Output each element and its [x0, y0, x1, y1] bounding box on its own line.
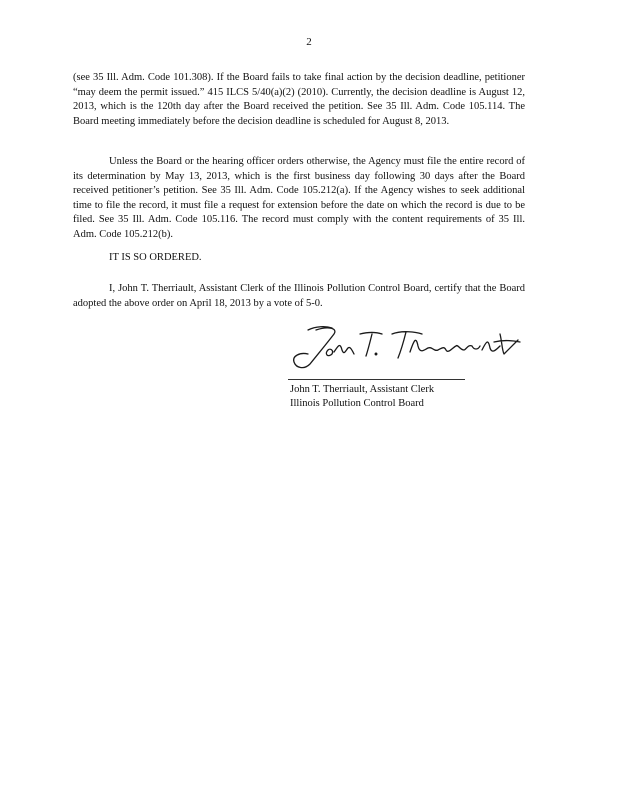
handwritten-signature — [288, 320, 538, 376]
paragraph-certification: I, John T. Therriault, Assistant Clerk of the Illinois Pollution Control Board, certify that the Board adopted the above order on April 18, 2013 by a vote of 5-0. — [73, 283, 525, 309]
paragraph-agency-record: Unless the Board or the hearing officer orders otherwise, the Agency must file the entire record of its determination by May 13, 2013, which is the first business day following 30 days after the Board received petitioner’s petition. See 35 Ill. Adm. Code 105.212(a). If the Agency wishes to seek additional time to file the record, it must file a request for extension before the date on which the record is due to be filed. See 35 Ill. Adm. Code 105.116. The record must comply with the content requirements of 35 Ill. Adm. Code 105.212(b). — [73, 156, 525, 240]
signature-line — [288, 379, 465, 380]
signer-name-title: John T. Therriault, Assistant Clerk — [290, 384, 435, 395]
paragraph-decision-deadline: (see 35 Ill. Adm. Code 101.308). If the Board fails to take final action by the decision deadline, petitioner “may deem the permit issued.” 415 ILCS 5/40(a)(2) (2010). Currently, the decision deadline is August 12, 2013, which is the 120th day after the Board received the petition. See 35 Ill. Adm. Code 105.114. The Board meeting immediately before the decision deadline is scheduled for August 8, 2013. — [73, 72, 525, 127]
signer-organization: Illinois Pollution Control Board — [290, 398, 424, 409]
page-number: 2 — [306, 36, 312, 48]
paragraph-so-ordered: IT IS SO ORDERED. — [109, 252, 202, 263]
